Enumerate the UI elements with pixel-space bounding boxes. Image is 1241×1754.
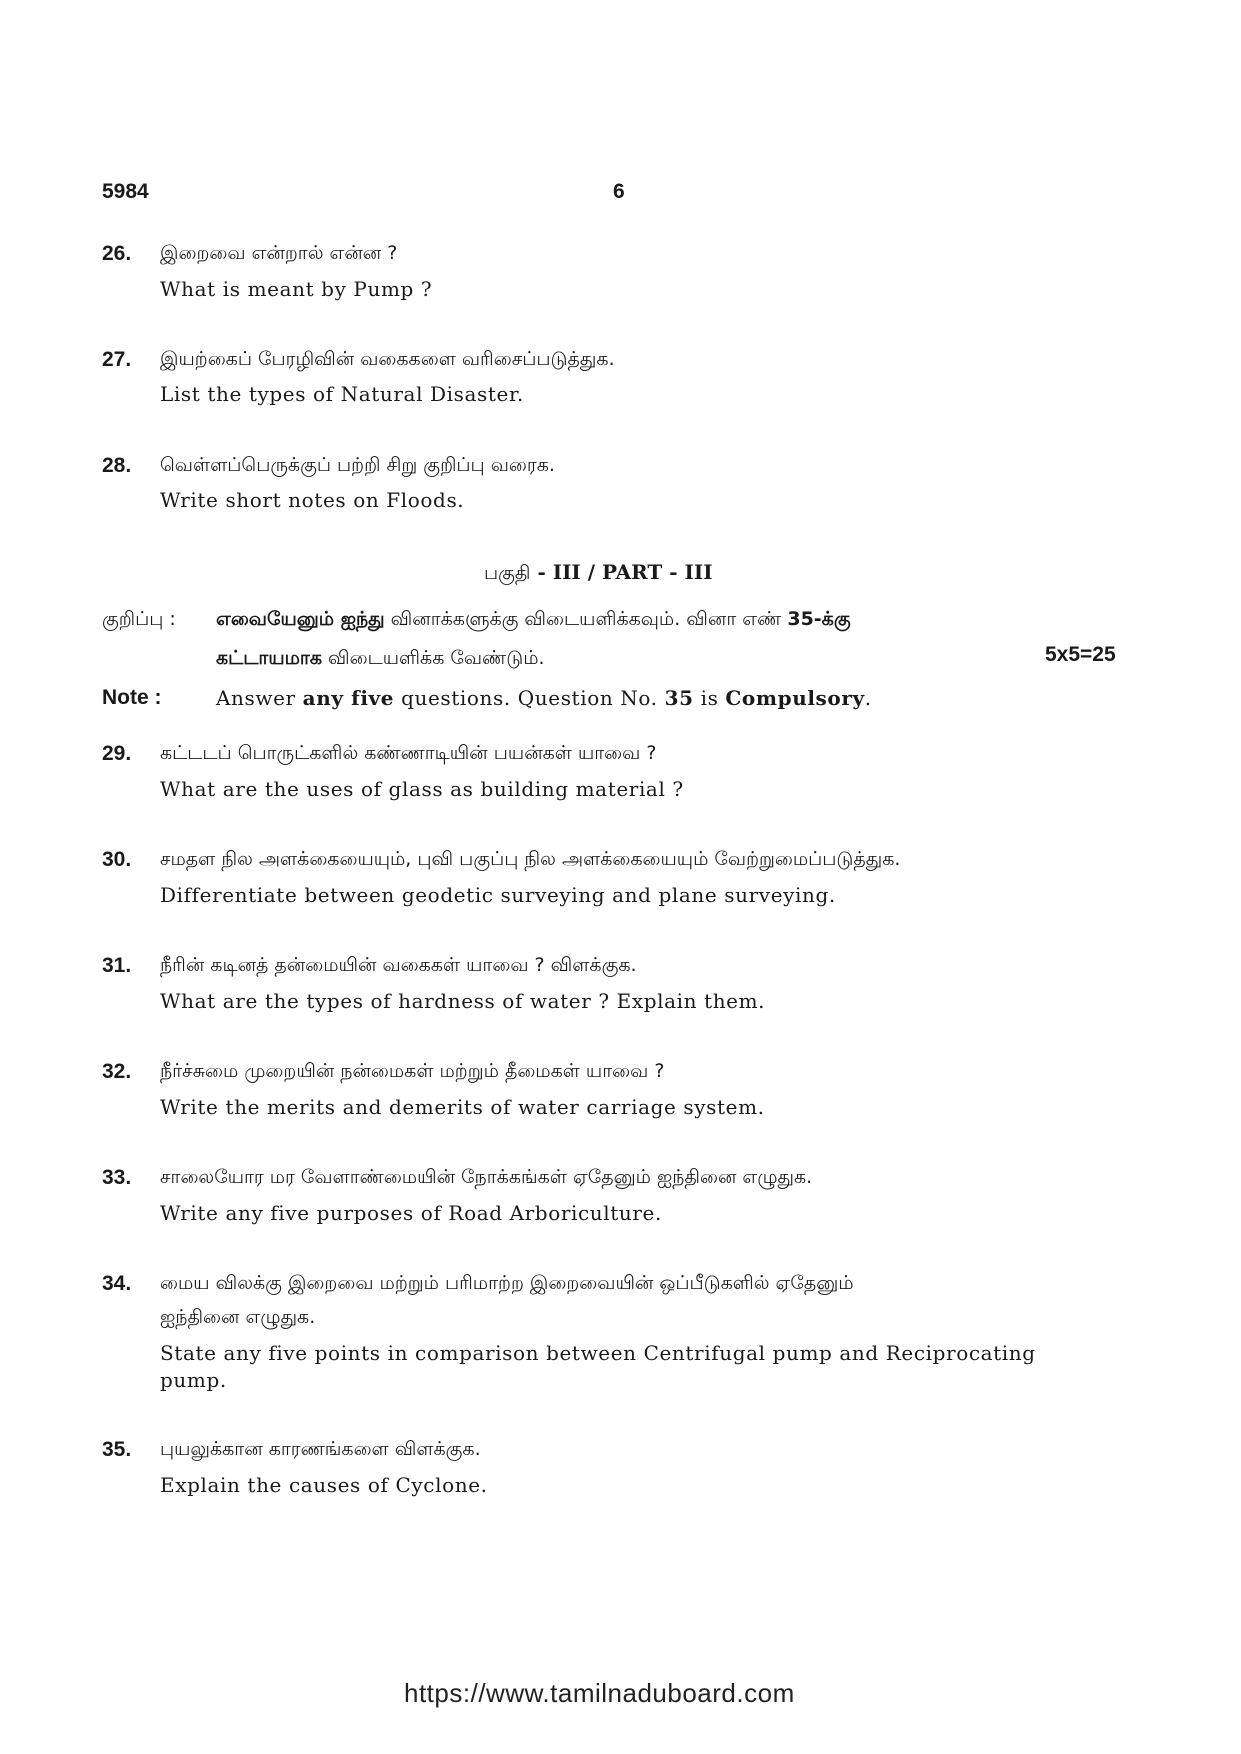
question-tamil: புயலுக்கான காரணங்களை விளக்குக. bbox=[160, 1438, 481, 1460]
part-heading-tamil: பகுதி bbox=[484, 562, 531, 584]
note-text bbox=[216, 686, 872, 710]
question-tamil: நீரின் கடினத் தன்மையின் வகைகள் யாவை ? விளக்குக. bbox=[160, 954, 637, 976]
instruction-line-2 bbox=[216, 647, 545, 672]
note-emphasis: Compulsory bbox=[725, 686, 865, 710]
question-number: 32. bbox=[102, 1060, 132, 1083]
instruction-emphasis: கட்டாயமாக bbox=[216, 647, 322, 669]
question-english: Write short notes on Floods. bbox=[160, 488, 465, 512]
question-tamil: மைய விலக்கு இறைவை மற்றும் பரிமாற்ற இறைவையின் ஒப்பீடுகளில் ஏதேனும் bbox=[160, 1272, 854, 1294]
note-emphasis: any five bbox=[302, 686, 395, 710]
question-number: 26. bbox=[102, 242, 132, 265]
question-number: 33. bbox=[102, 1166, 132, 1189]
question-english: What are the types of hardness of water ? Explain them. bbox=[160, 989, 766, 1013]
note-part: Answer bbox=[216, 686, 303, 710]
question-english: State any five points in comparison between Centrifugal pump and Reciprocating bbox=[160, 1341, 1036, 1365]
question-english: What are the uses of glass as building material ? bbox=[160, 777, 684, 801]
question-english: Write the merits and demerits of water carriage system. bbox=[160, 1095, 765, 1119]
question-english-line-2: pump. bbox=[160, 1368, 227, 1392]
note-part: is bbox=[693, 686, 726, 710]
question-number: 34. bbox=[102, 1272, 132, 1295]
instruction-emphasis: 35-க்கு bbox=[787, 608, 851, 630]
question-number: 30. bbox=[102, 848, 132, 871]
question-tamil: சாலையோர மர வேளாண்மையின் நோக்கங்கள் ஏதேனும் ஐந்தினை எழுதுக. bbox=[160, 1166, 813, 1188]
question-number: 31. bbox=[102, 954, 132, 977]
part-heading bbox=[484, 560, 713, 587]
question-number: 29. bbox=[102, 742, 132, 765]
page-number: 6 bbox=[613, 180, 625, 203]
question-number: 35. bbox=[102, 1438, 132, 1461]
question-tamil: வெள்ளப்பெருக்குப் பற்றி சிறு குறிப்பு வரைக. bbox=[160, 454, 555, 476]
question-tamil: கட்டடப் பொருட்களில் கண்ணாடியின் பயன்கள் யாவை ? bbox=[160, 742, 657, 764]
note-emphasis: 35 bbox=[664, 686, 694, 710]
question-number: 28. bbox=[102, 454, 132, 477]
instruction-line-1 bbox=[216, 608, 851, 633]
note-label: Note : bbox=[102, 686, 162, 709]
question-tamil: இயற்கைப் பேரழிவின் வகைகளை வரிசைப்படுத்துக. bbox=[160, 348, 615, 370]
question-tamil-line-2: ஐந்தினை எழுதுக. bbox=[160, 1306, 316, 1328]
part-heading-rest: - III / PART - III bbox=[530, 560, 713, 584]
question-tamil: நீர்ச்சுமை முறையின் நன்மைகள் மற்றும் தீமைகள் யாவை ? bbox=[160, 1060, 665, 1082]
question-tamil: இறைவை என்றால் என்ன ? bbox=[160, 242, 398, 264]
question-english: What is meant by Pump ? bbox=[160, 277, 433, 301]
question-tamil: சமதள நில அளக்கையையும், புவி பகுப்பு நில அளக்கையையும் வேற்றுமைப்படுத்துக. bbox=[160, 848, 901, 870]
marks-allocation: 5x5=25 bbox=[1045, 643, 1116, 666]
note-part: questions. Question No. bbox=[394, 686, 665, 710]
instruction-emphasis: எவையேனும் ஐந்து bbox=[216, 608, 385, 630]
instruction-label-tamil: குறிப்பு : bbox=[102, 608, 176, 630]
note-part: . bbox=[864, 686, 872, 710]
question-english: List the types of Natural Disaster. bbox=[160, 382, 524, 406]
instruction-text: விடையளிக்க வேண்டும். bbox=[321, 647, 545, 669]
question-english: Explain the causes of Cyclone. bbox=[160, 1473, 488, 1497]
footer-url-link[interactable]: https://www.tamilnaduboard.com bbox=[404, 1678, 795, 1708]
question-english: Differentiate between geodetic surveying and plane surveying. bbox=[160, 883, 836, 907]
paper-code: 5984 bbox=[102, 180, 149, 203]
instruction-text: வினாக்களுக்கு விடையளிக்கவும். வினா எண் bbox=[384, 608, 788, 630]
question-number: 27. bbox=[102, 348, 132, 371]
question-english: Write any five purposes of Road Arboriculture. bbox=[160, 1201, 662, 1225]
